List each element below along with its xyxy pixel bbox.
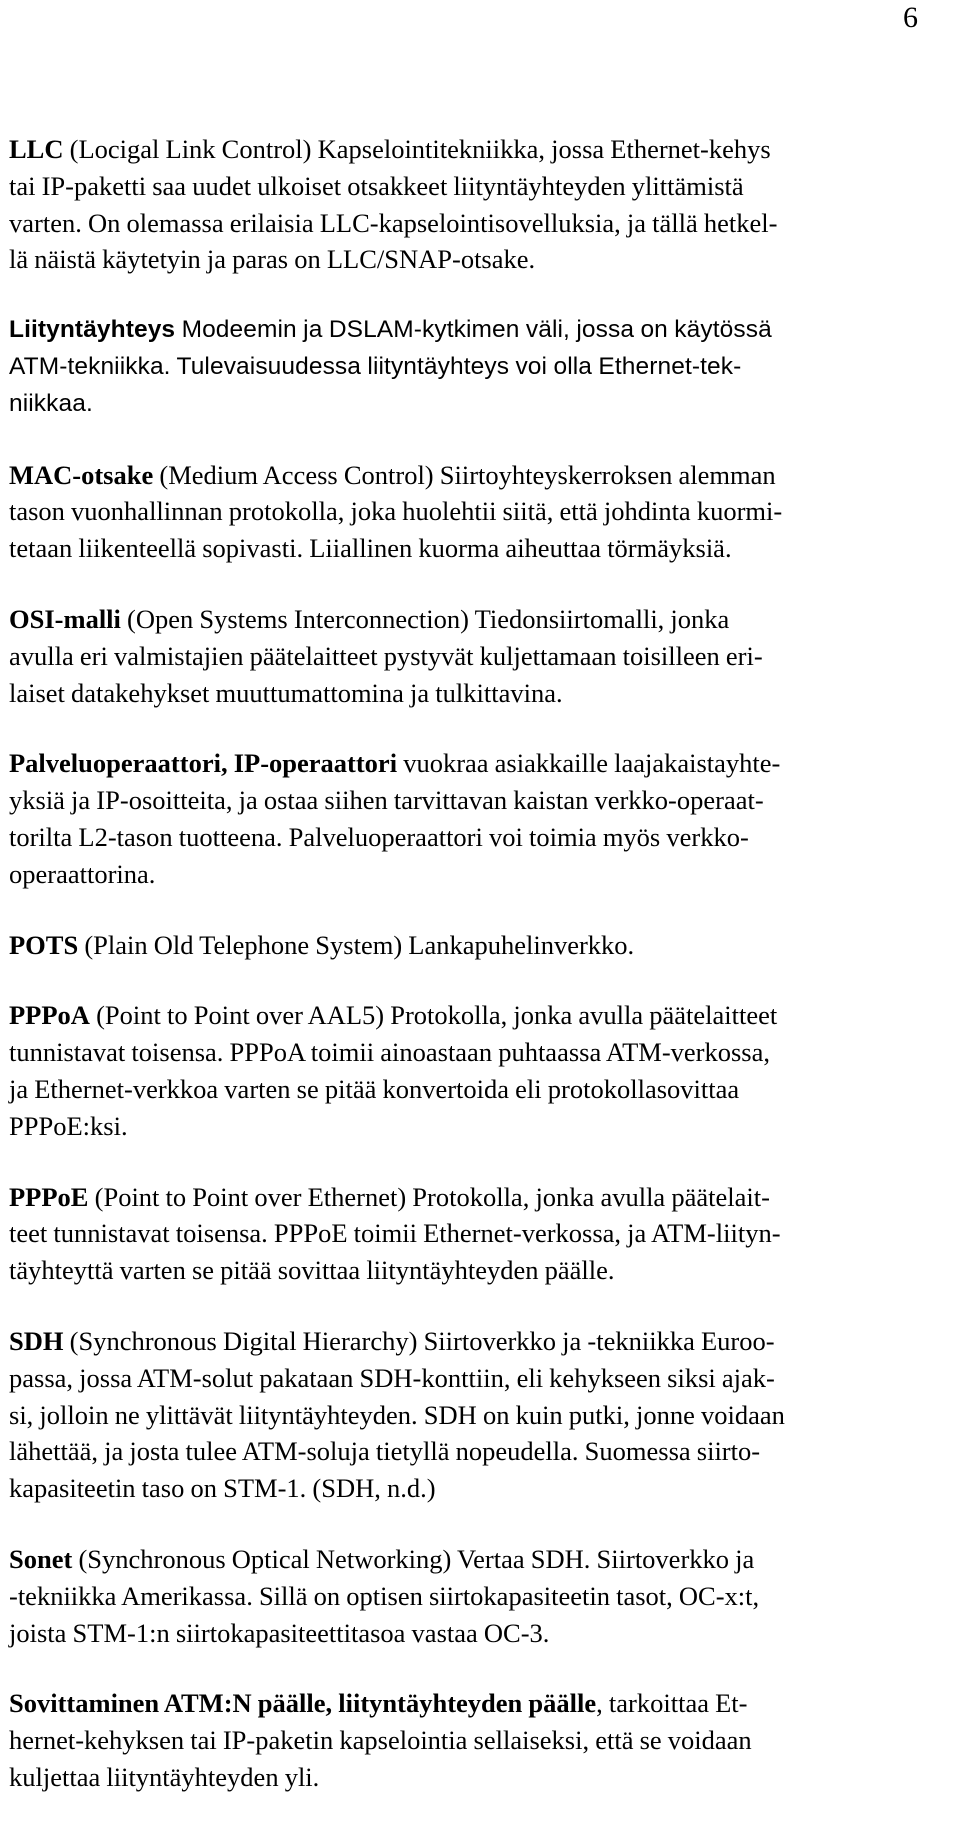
glossary-line: tai IP-paketti saa uudet ulkoiset otsakkeet liityntäyhteyden ylittämistä: [9, 170, 744, 201]
glossary-entry-sovittaminen: [9, 1685, 939, 1795]
glossary-line: (Medium Access Control) Siirtoyhteyskerroksen alemman: [153, 459, 776, 490]
glossary-line: (Point to Point over Ethernet) Protokolla, jonka avulla päätelait-: [88, 1181, 770, 1212]
glossary-term: PPPoA: [9, 1000, 90, 1031]
glossary-entry-palveluoperaattori: [9, 745, 939, 892]
glossary-line: torilta L2-tason tuotteena. Palveluoperaattori voi toimia myös verkko-: [9, 821, 749, 852]
glossary-entry-pppoa: [9, 997, 939, 1144]
glossary-entry-sonet: [9, 1541, 939, 1651]
glossary-line: operaattorina.: [9, 858, 156, 889]
glossary-entry-mac-otsake: [9, 457, 939, 567]
glossary-line: teet tunnistavat toisensa. PPPoE toimii Ethernet-verkossa, ja ATM-liityn-: [9, 1218, 781, 1249]
glossary-line: (Open Systems Interconnection) Tiedonsiirtomalli, jonka: [120, 603, 730, 634]
glossary-line: (Plain Old Telephone System) Lankapuhelinverkko.: [78, 929, 635, 960]
glossary-line: avulla eri valmistajien päätelaitteet pystyvät kuljettamaan toisilleen eri-: [9, 640, 763, 671]
page-number: 6: [903, 1, 918, 34]
glossary-line: täyhteyttä varten se pitää sovittaa liityntäyhteyden päälle.: [9, 1255, 615, 1286]
glossary-line: passa, jossa ATM-solut pakataan SDH-konttiin, eli kehykseen siksi ajak-: [9, 1362, 775, 1393]
glossary-term: Sonet: [9, 1543, 73, 1574]
glossary-line: laiset datakehykset muuttumattomina ja tulkittavina.: [9, 677, 563, 708]
glossary-line: vuokraa asiakkaille laajakaistayhte-: [397, 748, 781, 779]
glossary-line: (Synchronous Digital Hierarchy) Siirtoverkko ja -tekniikka Euroo-: [63, 1325, 775, 1356]
glossary-line: lähettää, ja josta tulee ATM-soluja tietyllä nopeudella. Suomessa siirto-: [9, 1436, 761, 1467]
glossary-term: LLC: [9, 134, 64, 164]
glossary-term: MAC-otsake: [9, 459, 154, 490]
glossary-line: ja Ethernet-verkkoa varten se pitää konvertoida eli protokollasovittaa: [9, 1073, 740, 1104]
glossary-line: ATM-tekniikka. Tulevaisuudessa liityntäyhteys voi olla Ethernet-tek-: [9, 352, 742, 380]
glossary-line: , tarkoittaa Et-: [596, 1688, 748, 1719]
glossary-term: Palveluoperaattori, IP-operaattori: [9, 748, 398, 779]
glossary-line: joista STM-1:n siirtokapasiteettitasoa vastaa OC-3.: [9, 1617, 550, 1648]
glossary-term: SDH: [9, 1325, 64, 1356]
glossary-entry-osi-malli: [9, 601, 939, 711]
glossary-line: kapasiteetin taso on STM-1. (SDH, n.d.): [9, 1473, 436, 1504]
glossary-line: si, jolloin ne ylittävät liityntäyhteyden. SDH on kuin putki, jonne voidaan: [9, 1399, 785, 1430]
glossary-entry-sdh: [9, 1323, 939, 1507]
glossary-line: (Locigal Link Control) Kapselointitekniikka, jossa Ethernet-kehys: [63, 134, 771, 164]
glossary-line: tason vuonhallinnan protokolla, joka huolehtii siitä, että johdinta kuormi-: [9, 496, 783, 527]
glossary-line: (Point to Point over AAL5) Protokolla, jonka avulla päätelaitteet: [89, 1000, 778, 1031]
glossary-entry-liityntayhteys: [9, 312, 939, 422]
glossary-entry-llc: [9, 131, 939, 278]
glossary-line: niikkaa.: [9, 389, 93, 417]
glossary-entry-pppoe: [9, 1179, 939, 1289]
glossary-line: varten. On olemassa erilaisia LLC-kapselointisovelluksia, ja tällä hetkel-: [9, 207, 778, 238]
glossary-term: OSI-malli: [9, 603, 121, 634]
glossary-line: Modeemin ja DSLAM-kytkimen väli, jossa on käytössä: [175, 316, 772, 344]
glossary-term: Sovittaminen ATM:N päälle, liityntäyhteyden päälle: [9, 1688, 597, 1719]
glossary-line: kuljettaa liityntäyhteyden yli.: [9, 1761, 320, 1792]
glossary-line: tunnistavat toisensa. PPPoA toimii ainoastaan puhtaassa ATM-verkossa,: [9, 1037, 771, 1068]
glossary-line: -tekniikka Amerikassa. Sillä on optisen siirtokapasiteetin tasot, OC-x:t,: [9, 1580, 760, 1611]
glossary-line: (Synchronous Optical Networking) Vertaa SDH. Siirtoverkko ja: [72, 1543, 755, 1574]
glossary-line: lä näistä käytetyin ja paras on LLC/SNAP-otsake.: [9, 244, 536, 275]
glossary-list: [9, 131, 939, 1830]
glossary-term: PPPoE: [9, 1181, 89, 1212]
glossary-line: PPPoE:ksi.: [9, 1110, 128, 1141]
glossary-line: tetaan liikenteellä sopivasti. Liiallinen kuorma aiheuttaa törmäyksiä.: [9, 533, 732, 564]
glossary-line: yksiä ja IP-osoitteita, ja ostaa siihen tarvittavan kaistan verkko-operaat-: [9, 785, 764, 816]
glossary-term: POTS: [9, 929, 79, 960]
glossary-line: hernet-kehyksen tai IP-paketin kapselointia sellaiseksi, että se voidaan: [9, 1725, 752, 1756]
glossary-term: Liityntäyhteys: [9, 316, 176, 344]
glossary-entry-pots: [9, 927, 939, 964]
